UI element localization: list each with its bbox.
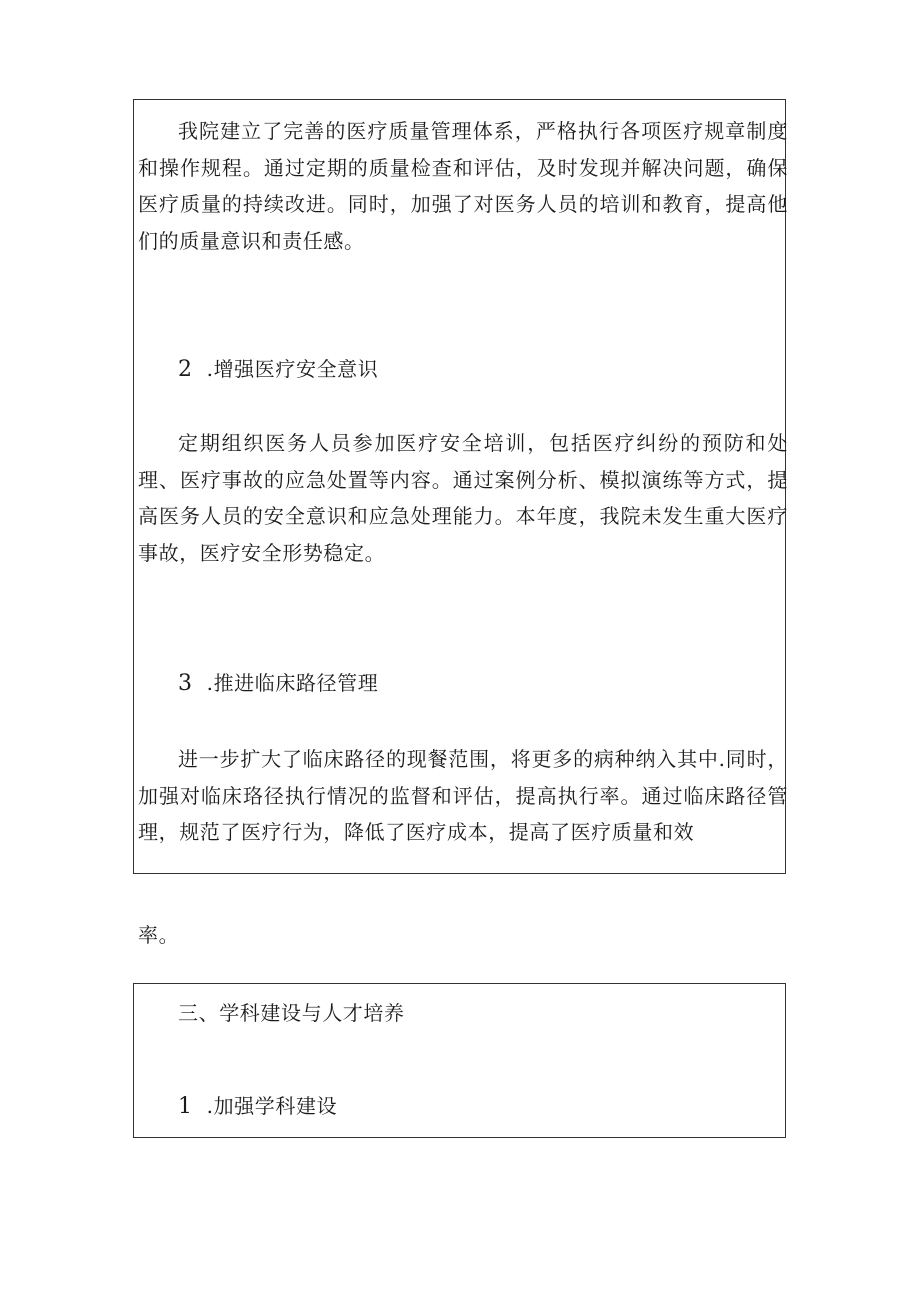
heading-number: 1 [178,1094,193,1119]
heading-number: 3 [178,671,193,696]
heading-text: .加强学科建设 [206,1094,338,1118]
medical-safety-paragraph: 定期组织医务人员参加医疗安全培训，包括医疗纠纷的预防和处理、医疗事故的应急处置等内容。通过案例分析、模拟演练等方式，提高医务人员的安全意识和应急处理能力。本年度，我院未发生重大医疗事故，医疗安全形势稳定。 [138,431,788,565]
heading-text: .增强医疗安全意识 [206,357,379,381]
clinical-pathway-paragraph: 进一步扩大了临床路径的现餐范围，将更多的病种纳入其中.同时，加强对临床珞径执行情况的监督和评估，提高执行率。通过临床路径管理，规范了医疗行为，降低了医疗成本，提高了医疗质量和效 [138,747,788,844]
clinical-pathway-paragraph-tail: 率。 [138,923,180,947]
heading-clinical-pathway [178,665,378,702]
heading-medical-safety [178,351,378,388]
heading-text: .推进临床路径管理 [206,671,379,695]
quality-management-paragraph: 我院建立了完善的医疗质量管理体系，严格执行各项医疗规章制度和操作规程。通过定期的质量检查和评估，及时发现并解决问题，确保医疗质量的持续改进。同时，加强了对医务人员的培训和教育，提高他们的质量意识和责任感。 [138,119,788,253]
chapter-heading-discipline: 三、学科建设与人才培养 [178,1001,405,1025]
heading-discipline-building [178,1088,337,1125]
heading-number: 2 [178,357,193,382]
